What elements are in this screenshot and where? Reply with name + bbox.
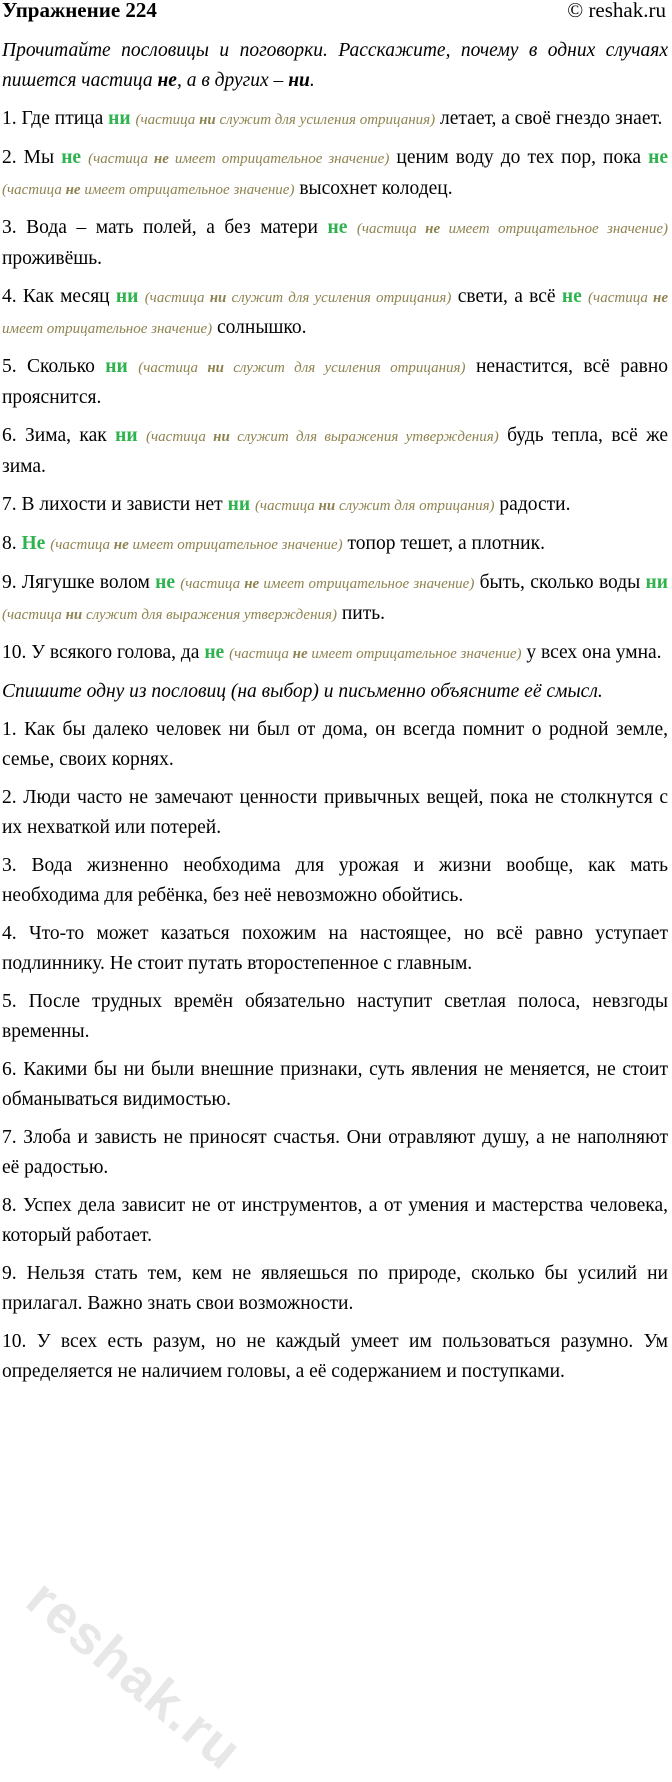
- task-instruction-1: Прочитайте пословицы и поговорки. Расскажите, почему в одних случаях пишется частица не, а в других – ни.: [2, 40, 668, 91]
- exercise-title: Упражнение 224: [2, 0, 157, 22]
- answer-item: 1. Как бы далеко человек ни был от дома, он всегда помнит о родной земле, семье, своих корнях.: [2, 719, 668, 770]
- proverb-item: 9. Лягушке волом не (частица не имеет отрицательное значение) быть, сколько воды ни (частица ни служит для выражения утверждения) пить.: [2, 572, 669, 624]
- proverb-item: 6. Зима, как ни (частица ни служит для выражения утверждения) будь тепла, всё же зима.: [2, 425, 669, 477]
- proverb-item: 7. В лихости и зависти нет ни (частица ни служит для отрицания) радости.: [2, 494, 571, 515]
- site-credit: © reshak.ru: [567, 0, 666, 22]
- answer-item: 2. Люди часто не замечают ценности привычных вещей, пока не столкнутся с их нехваткой или потерей.: [2, 787, 668, 838]
- proverb-item: 2. Мы не (частица не имеет отрицательное значение) ценим воду до тех пор, пока не (частица не имеет отрицательное значение) высохнет колодец.: [2, 147, 669, 199]
- proverb-item: 1. Где птица ни (частица ни служит для усиления отрицания) летает, а своё гнездо знает.: [2, 108, 663, 129]
- exercise-content: [2, 36, 668, 1395]
- answer-item: 5. После трудных времён обязательно наступит светлая полоса, невзгоды временны.: [2, 991, 668, 1042]
- proverb-item: 4. Как месяц ни (частица ни служит для усиления отрицания) свети, а всё не (частица не имеет отрицательное значение) солнышко.: [2, 286, 669, 338]
- answer-item: 4. Что-то может казаться похожим на настоящее, но всё равно уступает подлиннику. Не стоит путать второстепенное с главным.: [2, 923, 668, 974]
- answer-item: 3. Вода жизненно необходима для урожая и жизни вообще, как мать необходима для ребёнка, без неё невозможно обойтись.: [2, 855, 668, 906]
- proverb-item: 3. Вода – мать полей, а без матери не (частица не имеет отрицательное значение) проживёшь.: [2, 217, 669, 269]
- answer-item: 10. У всех есть разум, но не каждый умеет им пользоваться разумно. Ум определяется не наличием головы, а её содержанием и поступками.: [2, 1331, 668, 1382]
- answer-item: 7. Злоба и зависть не приносят счастья. Они отравляют душу, а не наполняют её радостью.: [2, 1127, 668, 1178]
- answer-item: 9. Нельзя стать тем, кем не являешься по природе, сколько бы усилий ни прилагал. Важно знать свои возможности.: [2, 1263, 668, 1314]
- proverb-item: 10. У всякого голова, да не (частица не имеет отрицательное значение) у всех она умна.: [2, 642, 662, 663]
- watermark-logo: reshak.ru: [15, 1568, 254, 1782]
- proverb-item: 5. Сколько ни (частица ни служит для усиления отрицания) ненастится, всё равно прояснится.: [2, 356, 669, 408]
- answer-item: 8. Успех дела зависит не от инструментов, а от умения и мастерства человека, который работает.: [2, 1195, 668, 1246]
- page-header: [0, 0, 672, 26]
- task-instruction-2: Спишите одну из пословиц (на выбор) и письменно объясните её смысл.: [2, 681, 603, 702]
- answer-item: 6. Какими бы ни были внешние признаки, суть явления не меняется, не стоит обманываться видимостью.: [2, 1059, 668, 1110]
- proverb-item: 8. Не (частица не имеет отрицательное значение) топор тешет, а плотник.: [2, 533, 545, 554]
